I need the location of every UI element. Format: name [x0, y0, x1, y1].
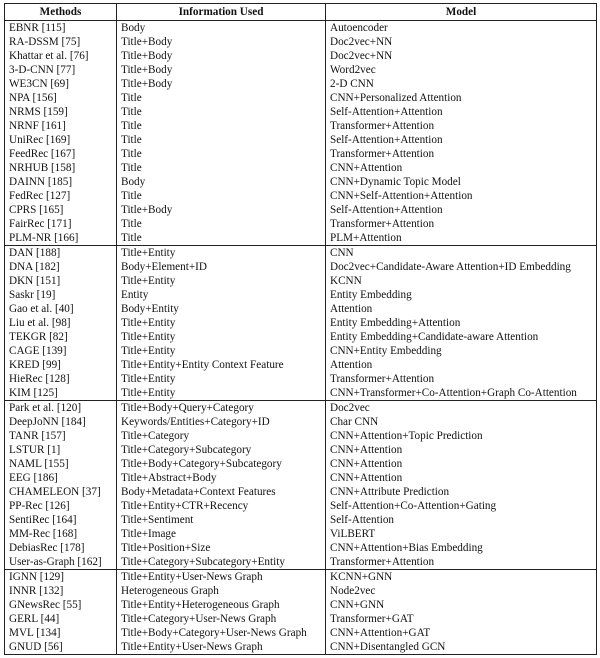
method-cell: PP-Rec [126]	[5, 499, 117, 513]
table-group	[5, 401, 597, 570]
model-cell: Word2vec	[326, 63, 597, 77]
model-cell: Autoencoder	[326, 21, 597, 36]
table-row	[5, 570, 597, 585]
information-cell: Title+Entity	[117, 246, 326, 261]
method-cell: GERL [44]	[5, 612, 117, 626]
method-cell: FairRec [171]	[5, 217, 117, 231]
table-row	[5, 457, 597, 471]
model-cell: CNN+Attribute Prediction	[326, 485, 597, 499]
information-cell: Body	[117, 21, 326, 36]
model-cell: Transformer+Attention	[326, 119, 597, 133]
model-cell: CNN+Self-Attention+Attention	[326, 189, 597, 203]
method-cell: MM-Rec [168]	[5, 527, 117, 541]
table-row	[5, 302, 597, 316]
information-cell: Body	[117, 175, 326, 189]
information-cell: Title+Image	[117, 527, 326, 541]
table-row	[5, 555, 597, 570]
table-row	[5, 499, 597, 513]
table-row	[5, 612, 597, 626]
method-cell: DAN [188]	[5, 246, 117, 261]
model-cell: CNN+Attention+Bias Embedding	[326, 541, 597, 555]
model-cell: CNN+Entity Embedding	[326, 344, 597, 358]
model-cell: Doc2vec+Candidate-Aware Attention+ID Embedding	[326, 260, 597, 274]
method-cell: INNR [132]	[5, 584, 117, 598]
information-cell: Title+Entity+Heterogeneous Graph	[117, 598, 326, 612]
information-cell: Title+Body	[117, 77, 326, 91]
information-cell: Title+Entity+CTR+Recency	[117, 499, 326, 513]
table-row	[5, 358, 597, 372]
model-cell: 2-D CNN	[326, 77, 597, 91]
table-row	[5, 119, 597, 133]
table-row	[5, 189, 597, 203]
information-cell: Heterogeneous Graph	[117, 584, 326, 598]
table-row	[5, 21, 597, 36]
table-row	[5, 485, 597, 499]
information-cell: Title+Body+Category+User-News Graph	[117, 626, 326, 640]
table-row	[5, 35, 597, 49]
method-cell: NPA [156]	[5, 91, 117, 105]
information-cell: Title+Abstract+Body	[117, 471, 326, 485]
model-cell: Node2vec	[326, 584, 597, 598]
method-cell: CAGE [139]	[5, 344, 117, 358]
table-group	[5, 570, 597, 655]
model-cell: Attention	[326, 358, 597, 372]
model-cell: Self-Attention	[326, 513, 597, 527]
table-header	[5, 4, 597, 21]
model-cell: Transformer+Attention	[326, 217, 597, 231]
method-cell: DeepJoNN [184]	[5, 415, 117, 429]
method-cell: DAINN [185]	[5, 175, 117, 189]
model-cell: Self-Attention+Attention	[326, 133, 597, 147]
table-row	[5, 541, 597, 555]
table-row	[5, 513, 597, 527]
information-cell: Title+Body	[117, 203, 326, 217]
information-cell: Title+Body+Query+Category	[117, 401, 326, 416]
table-row	[5, 443, 597, 457]
information-cell: Title+Entity+Entity Context Feature	[117, 358, 326, 372]
table-row	[5, 133, 597, 147]
model-cell: Self-Attention+Co-Attention+Gating	[326, 499, 597, 513]
table-row	[5, 175, 597, 189]
method-cell: NAML [155]	[5, 457, 117, 471]
information-cell: Title	[117, 231, 326, 246]
method-cell: CHAMELEON [37]	[5, 485, 117, 499]
method-cell: 3-D-CNN [77]	[5, 63, 117, 77]
method-cell: LSTUR [1]	[5, 443, 117, 457]
table-row	[5, 386, 597, 401]
model-cell: CNN	[326, 246, 597, 261]
model-cell: Transformer+GAT	[326, 612, 597, 626]
method-cell: FedRec [127]	[5, 189, 117, 203]
table-row	[5, 527, 597, 541]
information-cell: Title+Body	[117, 49, 326, 63]
method-cell: TEKGR [82]	[5, 330, 117, 344]
header-methods: Methods	[5, 4, 117, 21]
information-cell: Title	[117, 147, 326, 161]
model-cell: CNN+Attention+GAT	[326, 626, 597, 640]
method-cell: NRMS [159]	[5, 105, 117, 119]
model-cell: Doc2vec+NN	[326, 49, 597, 63]
header-information-used: Information Used	[117, 4, 326, 21]
model-cell: PLM+Attention	[326, 231, 597, 246]
model-cell: Self-Attention+Attention	[326, 203, 597, 217]
model-cell: Attention	[326, 302, 597, 316]
information-cell: Title	[117, 119, 326, 133]
table-row	[5, 147, 597, 161]
method-cell: MVL [134]	[5, 626, 117, 640]
method-cell: UniRec [169]	[5, 133, 117, 147]
model-cell: Char CNN	[326, 415, 597, 429]
information-cell: Title	[117, 133, 326, 147]
method-cell: SentiRec [164]	[5, 513, 117, 527]
table-row	[5, 401, 597, 416]
information-cell: Title+Entity	[117, 344, 326, 358]
table-row	[5, 471, 597, 485]
method-cell: KRED [99]	[5, 358, 117, 372]
information-cell: Title+Body	[117, 63, 326, 77]
header-model: Model	[326, 4, 597, 21]
table-row	[5, 330, 597, 344]
model-cell: CNN+GNN	[326, 598, 597, 612]
information-cell: Title+Category+Subcategory+Entity	[117, 555, 326, 570]
method-cell: EBNR [115]	[5, 21, 117, 36]
method-cell: CPRS [165]	[5, 203, 117, 217]
table-row	[5, 260, 597, 274]
information-cell: Title+Entity	[117, 386, 326, 401]
information-cell: Title+Category+User-News Graph	[117, 612, 326, 626]
method-cell: Khattar et al. [76]	[5, 49, 117, 63]
method-cell: IGNN [129]	[5, 570, 117, 585]
model-cell: Transformer+Attention	[326, 555, 597, 570]
information-cell: Title+Entity+User-News Graph	[117, 640, 326, 655]
model-cell: Doc2vec+NN	[326, 35, 597, 49]
method-cell: Gao et al. [40]	[5, 302, 117, 316]
table-row	[5, 344, 597, 358]
information-cell: Title+Category	[117, 429, 326, 443]
method-cell: Park et al. [120]	[5, 401, 117, 416]
information-cell: Title	[117, 217, 326, 231]
method-cell: TANR [157]	[5, 429, 117, 443]
method-cell: User-as-Graph [162]	[5, 555, 117, 570]
table-row	[5, 217, 597, 231]
table-row	[5, 640, 597, 655]
information-cell: Title+Sentiment	[117, 513, 326, 527]
table-row	[5, 105, 597, 119]
method-cell: WE3CN [69]	[5, 77, 117, 91]
model-cell: CNN+Dynamic Topic Model	[326, 175, 597, 189]
table-row	[5, 274, 597, 288]
method-cell: DNA [182]	[5, 260, 117, 274]
method-cell: Liu et al. [98]	[5, 316, 117, 330]
model-cell: Entity Embedding+Candidate-aware Attention	[326, 330, 597, 344]
model-cell: KCNN+GNN	[326, 570, 597, 585]
method-cell: HieRec [128]	[5, 372, 117, 386]
model-cell: Entity Embedding+Attention	[326, 316, 597, 330]
table-row	[5, 316, 597, 330]
model-cell: CNN+Attention	[326, 471, 597, 485]
method-cell: GNewsRec [55]	[5, 598, 117, 612]
information-cell: Title+Body	[117, 35, 326, 49]
table-row	[5, 626, 597, 640]
table-row	[5, 49, 597, 63]
information-cell: Title+Body+Category+Subcategory	[117, 457, 326, 471]
information-cell: Title+Entity	[117, 316, 326, 330]
information-cell: Keywords/Entities+Category+ID	[117, 415, 326, 429]
information-cell: Body+Metadata+Context Features	[117, 485, 326, 499]
model-cell: Doc2vec	[326, 401, 597, 416]
table-row	[5, 429, 597, 443]
table-row	[5, 288, 597, 302]
information-cell: Title+Position+Size	[117, 541, 326, 555]
method-cell: FeedRec [167]	[5, 147, 117, 161]
information-cell: Title	[117, 105, 326, 119]
information-cell: Title+Entity	[117, 330, 326, 344]
model-cell: Transformer+Attention	[326, 372, 597, 386]
table-group	[5, 21, 597, 246]
information-cell: Title+Entity	[117, 372, 326, 386]
model-cell: KCNN	[326, 274, 597, 288]
header-row	[5, 4, 597, 21]
model-cell: CNN+Attention	[326, 457, 597, 471]
table-group	[5, 246, 597, 401]
information-cell: Title	[117, 189, 326, 203]
table-row	[5, 77, 597, 91]
method-cell: DebiasRec [178]	[5, 541, 117, 555]
model-cell: CNN+Attention	[326, 443, 597, 457]
method-cell: KIM [125]	[5, 386, 117, 401]
information-cell: Title	[117, 161, 326, 175]
information-cell: Title+Category+Subcategory	[117, 443, 326, 457]
table-row	[5, 415, 597, 429]
table-row	[5, 246, 597, 261]
information-cell: Entity	[117, 288, 326, 302]
model-cell: CNN+Disentangled GCN	[326, 640, 597, 655]
table-row	[5, 63, 597, 77]
method-cell: RA-DSSM [75]	[5, 35, 117, 49]
information-cell: Title	[117, 91, 326, 105]
method-cell: DKN [151]	[5, 274, 117, 288]
table-row	[5, 203, 597, 217]
model-cell: CNN+Personalized Attention	[326, 91, 597, 105]
model-cell: Transformer+Attention	[326, 147, 597, 161]
method-cell: NRHUB [158]	[5, 161, 117, 175]
table-row	[5, 231, 597, 246]
method-cell: EEG [186]	[5, 471, 117, 485]
model-cell: Self-Attention+Attention	[326, 105, 597, 119]
table-row	[5, 161, 597, 175]
table-row	[5, 584, 597, 598]
information-cell: Body+Element+ID	[117, 260, 326, 274]
methods-table	[4, 3, 597, 655]
method-cell: NRNF [161]	[5, 119, 117, 133]
information-cell: Title+Entity+User-News Graph	[117, 570, 326, 585]
table-row	[5, 372, 597, 386]
method-cell: Saskr [19]	[5, 288, 117, 302]
table-row	[5, 91, 597, 105]
method-cell: GNUD [56]	[5, 640, 117, 655]
model-cell: CNN+Attention+Topic Prediction	[326, 429, 597, 443]
information-cell: Title+Entity	[117, 274, 326, 288]
model-cell: ViLBERT	[326, 527, 597, 541]
table-row	[5, 598, 597, 612]
model-cell: Entity Embedding	[326, 288, 597, 302]
model-cell: CNN+Attention	[326, 161, 597, 175]
information-cell: Body+Entity	[117, 302, 326, 316]
model-cell: CNN+Transformer+Co-Attention+Graph Co-Attention	[326, 386, 597, 401]
method-cell: PLM-NR [166]	[5, 231, 117, 246]
